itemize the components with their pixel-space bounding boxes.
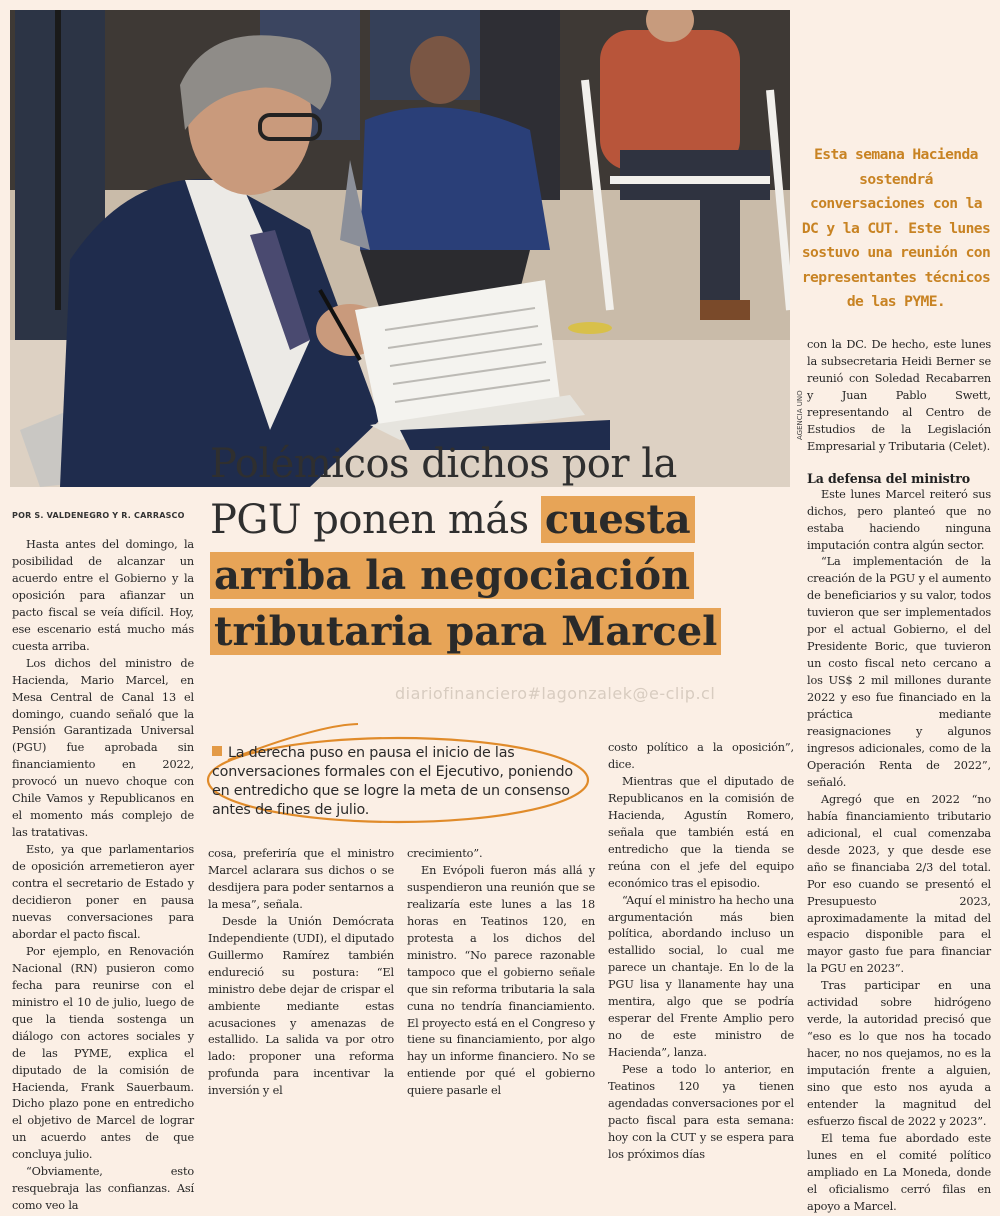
lead-text: La derecha puso en pausa el inicio de las conversaciones formales con el Ejecutivo, poniendo en entredicho que se logre la meta de un consenso antes de fines de julio. [212, 745, 573, 818]
paragraph: Agregó que en 2022 “no había financiamiento tributario adicional, el cual comenzaba desde 2023, y que desde ese año se financiaba 2/3 del total. Por eso cuando se presentó el Presupuesto 2023, aproximadamente la mitad del espacio disponible para el mayor gasto fue para financiar la PGU en 2023”. [807, 792, 991, 976]
pull-quote: Esta semana Hacienda sostendrá conversaciones con la DC y la CUT. Este lunes sostuvo una reunión con representantes técnicos de las PYME. [801, 146, 991, 310]
paragraph: cosa, preferiría que el ministro Marcel aclarara sus dichos o se desdijera para poder sentarnos a la mesa”, señala. [208, 847, 394, 911]
paragraph: El tema fue abordado este lunes en el comité político ampliado en La Moneda, donde el oficialismo cerró filas en apoyo a Marcel. [807, 1131, 991, 1213]
column-3 [407, 846, 595, 1100]
byline: POR S. VALDENEGRO Y R. CARRASCO [12, 511, 185, 520]
photo-credit: AGENCIA UNO [796, 390, 804, 440]
paragraph: con la DC. De hecho, este lunes la subsecretaria Heidi Berner se reunió con Soledad Recabarren y Juan Pablo Swett, representando al Centro de Estudios de la Legislación Empresarial y Tributaria (Celet). [807, 338, 991, 453]
paragraph: Esto, ya que parlamentarios de oposición arremetieron ayer contra el secretario de Estado y decidieron poner en pausa nuevas conversaciones para abordar el pacto fiscal. [12, 843, 194, 941]
section-heading: La defensa del ministro [807, 470, 970, 486]
bullet-square-icon [212, 746, 222, 756]
paragraph: Por ejemplo, en Renovación Nacional (RN) pusieron como fecha para reunirse con el ministro el 10 de julio, luego de que la tienda sostenga un diálogo con actores sociales y de las PYME, explica el diputado de la comisión de Hacienda, Frank Sauerbaum. Dicho plazo pone en entredicho el objetivo de Marcel de lograr un acuerdo antes de que concluya julio. [12, 944, 194, 1162]
paragraph: crecimiento”. [407, 847, 483, 860]
paragraph: Tras participar en una actividad sobre hidrógeno verde, la autoridad precisó que “eso es lo que nos ha tocado hacer, no nos quejamos, no es la imputación frente a alguien, sino que esto nos ayuda a entender la magnitud del esfuerzo fiscal de 2022 y 2023”. [807, 979, 991, 1128]
paragraph: Desde la Unión Demócrata Independiente (UDI), el diputado Guillermo Ramírez también endureció su postura: “El ministro debe dejar de crispar el ambiente mediante estas acusaciones y amenazas de estallido. La salida va por otro lado: proponer una reforma profunda para incentivar la inversión y el [208, 914, 394, 1098]
paragraph: Este lunes Marcel reiteró sus dichos, pero planteó que no estaba haciendo ninguna imputación contra algún sector. [807, 487, 991, 552]
paragraph: Mientras que el diputado de Republicanos en la comisión de Hacienda, Agustín Romero, señala que también está en entredicho que la tienda se reúna con el jefe del equipo económico tras el episodio. [608, 774, 794, 890]
headline-highlight: cuesta arriba la negociación tributaria para Marcel [210, 496, 721, 655]
paragraph: “Aquí el ministro ha hecho una argumentación más bien política, abordando incluso un estallido social, lo cual me parece un chantaje. En lo de la PGU lisa y llanamente hay una mentira, algo que se podría esperar del Frente Amplio pero no de este ministro de Hacienda”, lanza. [608, 893, 794, 1060]
headline-plain: Polémicos dichos por la PGU ponen más [210, 441, 677, 543]
paragraph: “Obviamente, esto resquebraja las confianzas. Así como veo la [12, 1165, 194, 1213]
article-photo [10, 10, 790, 487]
photo-minister-reading-document-icon [10, 10, 790, 487]
column-4 [608, 740, 794, 1164]
column-2 [208, 846, 394, 1100]
paragraph: Pese a todo lo anterior, en Teatinos 120 ya tienen agendadas conversaciones por el pacto fiscal para esta semana: hoy con la CUT y se espera para los próximos días [608, 1063, 794, 1161]
watermark: diariofinanciero#lagonzalek@e-clip.cl [395, 684, 716, 703]
paragraph: “La implementación de la creación de la PGU y el aumento de beneficiarios y su valor, todos tuvieron que ser implementados por el actual Gobierno, el del Presidente Boric, que tuvieron un costo fiscal neto cercano a los US$ 2 mil millones durante 2022 y eso fue financiado en la práctica mediante reasignaciones y algunos ingresos adicionales, como de la Operación Renta de 2022”, señaló. [807, 555, 991, 789]
headline [210, 436, 770, 660]
column-1 [12, 537, 194, 1215]
lead-quote [212, 744, 592, 820]
column-5 [807, 337, 991, 1216]
paragraph: Los dichos del ministro de Hacienda, Mario Marcel, en Mesa Central de Canal 13 el domingo, cuando señaló que la Pensión Garantizada Universal (PGU) fue aprobada sin financiamiento en 2022, provocó un nuevo choque con Chile Vamos y Republicanos en el momento más complejo de las tratativas. [12, 656, 194, 840]
paragraph: Hasta antes del domingo, la posibilidad de alcanzar un acuerdo entre el Gobierno y la oposición para afianzar un pacto fiscal se veía difícil. Hoy, ese escenario está mucho más cuesta arriba. [12, 538, 194, 653]
paragraph: costo político a la oposición”, dice. [608, 741, 794, 771]
paragraph: En Evópoli fueron más allá y suspendieron una reunión que se realizaría este lunes a las 18 horas en Teatinos 120, en protesta a los dichos del ministro. “No parece razonable tampoco que el gobierno señale que sin reforma tributaria la sala cuna no tendría financiamiento. El proyecto está en el Congreso y tiene su financiamiento, por algo hay un informe financiero. No se entiende por qué el gobierno quiere pasarle el [407, 863, 595, 1098]
